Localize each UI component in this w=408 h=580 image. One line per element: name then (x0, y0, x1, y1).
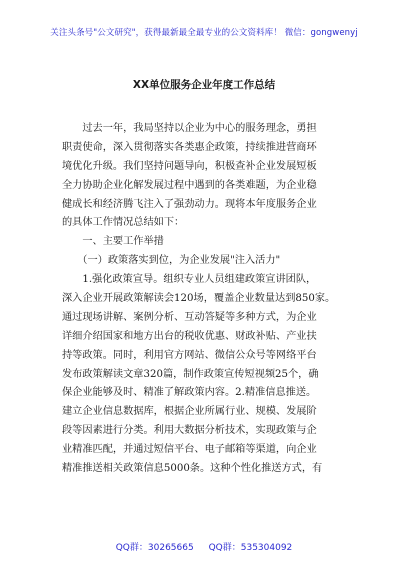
body-line: 建立企业信息数据库，根据企业所属行业、规模、发展阶 (62, 406, 317, 418)
body-line: 段等因素进行分类。利用大数据分析技术，实现政策与企 (62, 425, 317, 437)
body-line: 发布政策解读文章320篇，制作政策宣传短视频25个，确 (62, 368, 319, 380)
footer-qq-group-1: QQ群：30265665 (115, 543, 194, 553)
document-body (62, 120, 352, 479)
subsection-heading: （一）政策落实到位，为企业发展"注入活力" (62, 255, 281, 267)
body-line: 业精准匹配，并通过短信平台、电子邮箱等渠道，向企业 (62, 444, 317, 456)
body-line: 精准推送相关政策信息5000条。这种个性化推送方式，有 (62, 463, 323, 475)
body-line: 详细介绍国家和地方出台的税收优惠、财政补贴、产业扶 (62, 330, 317, 342)
document-title: XX单位服务企业年度工作总结 (132, 79, 276, 91)
body-line: 过去一年，我局坚持以企业为中心的服务理念，勇担 (62, 123, 317, 134)
body-line: 深入企业开展政策解读会120场，覆盖企业数量达到850家。 (62, 293, 336, 305)
body-line: 职责使命，深入贯彻落实各类惠企政策，持续推进营商环 (62, 141, 317, 153)
body-line: 的具体工作情况总结如下： (62, 217, 185, 229)
header-banner: 关注头条号"公文研究"，获得最新最全最专业的公文资料库！ 微信：gongwenyj (50, 28, 358, 38)
body-line: 境优化升级。我们坚持问题导向，积极查补企业发展短板 (62, 160, 317, 172)
section-heading: 一、主要工作举措 (62, 236, 164, 248)
body-line: 保企业能够及时、精准了解政策内容。2.精准信息推送。 (62, 387, 317, 399)
footer-qq-groups (0, 540, 408, 553)
footer-qq-group-2: QQ群：535304092 (208, 543, 293, 553)
body-line: 健成长和经济腾飞注入了强劲动力。现将本年度服务企业 (62, 198, 317, 210)
body-line: 全力协助企业化解发展过程中遇到的各类难题，为企业稳 (62, 179, 317, 191)
body-line: 通过现场讲解、案例分析、互动答疑等多种方式，为企业 (62, 311, 317, 323)
body-line: 1.强化政策宣导。组织专业人员组建政策宣讲团队， (62, 274, 317, 286)
body-line: 持等政策。同时，利用官方网站、微信公众号等网络平台 (62, 349, 317, 361)
